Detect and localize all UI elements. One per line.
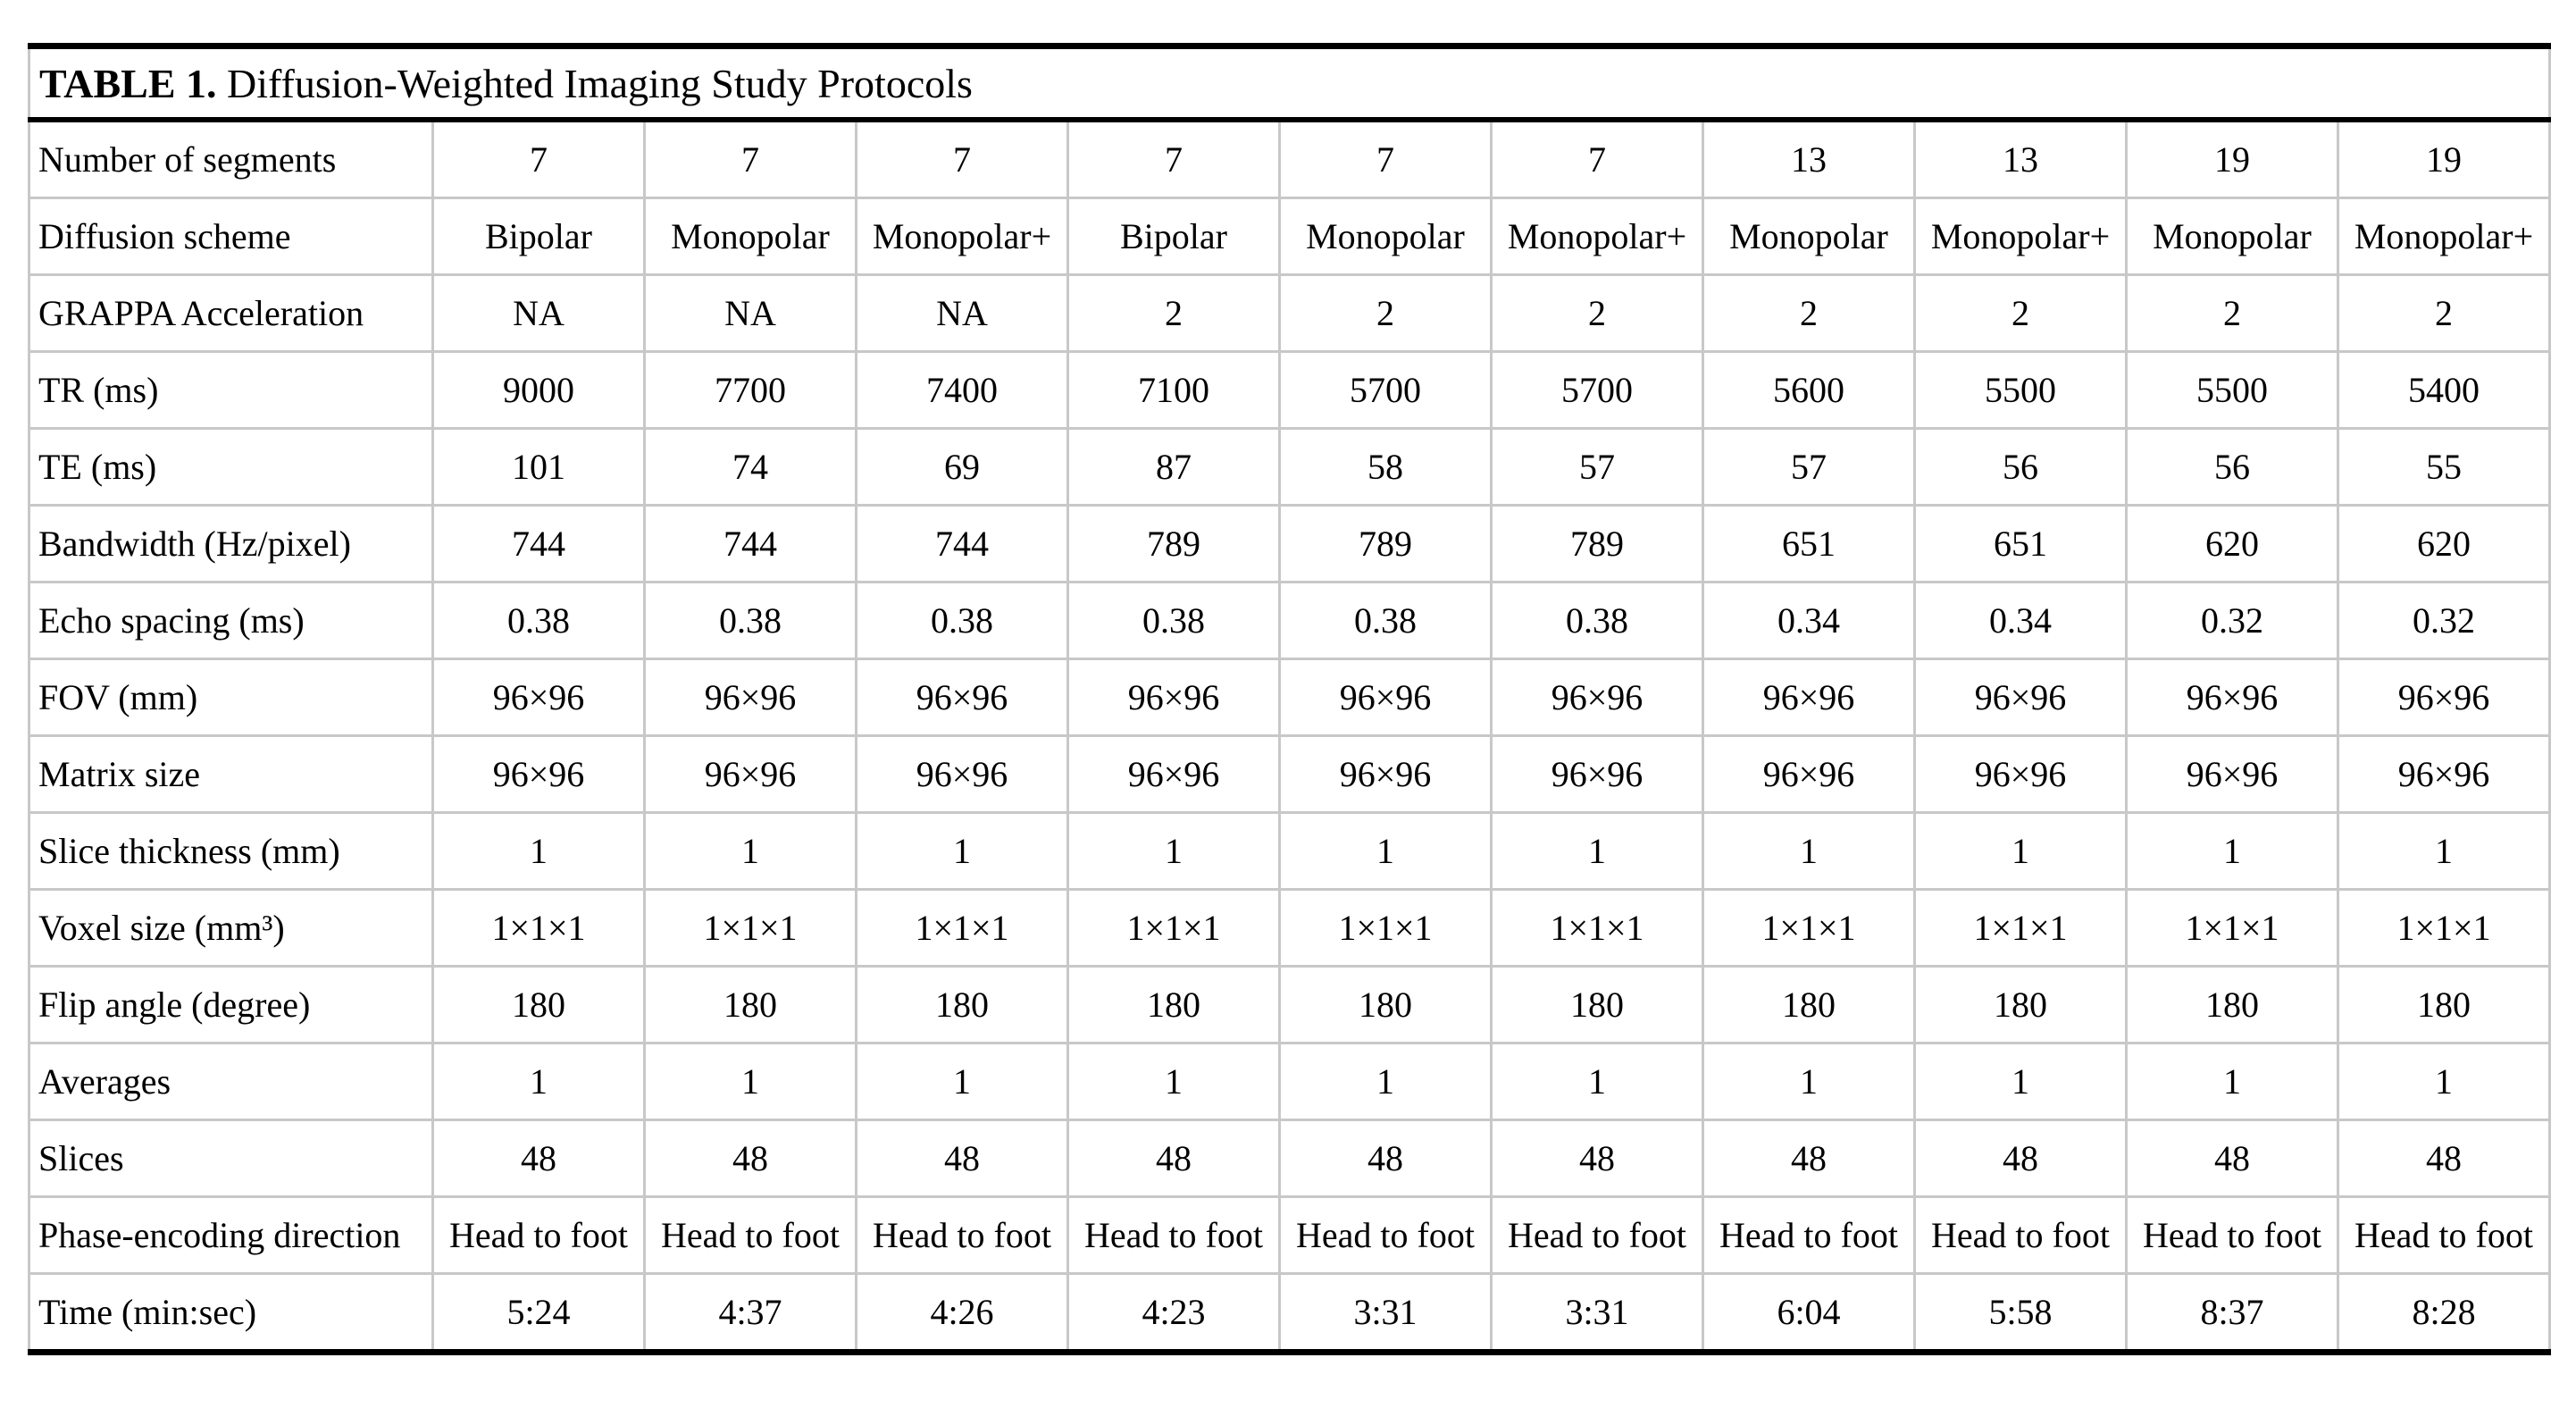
cell-value: Monopolar+: [2338, 198, 2550, 275]
cell-value: 1: [1068, 1043, 1280, 1120]
cell-value: 2: [1492, 275, 1703, 352]
table-row: [29, 967, 2550, 1043]
table-row: [29, 352, 2550, 429]
cell-value: 48: [1068, 1120, 1280, 1197]
cell-value: 19: [2127, 120, 2338, 198]
cell-value: Bipolar: [433, 198, 645, 275]
cell-value: 96×96: [433, 736, 645, 813]
cell-value: 1×1×1: [2127, 890, 2338, 967]
cell-value: Monopolar: [645, 198, 857, 275]
row-label: Slices: [29, 1120, 433, 1197]
cell-value: 48: [433, 1120, 645, 1197]
cell-value: 96×96: [857, 736, 1068, 813]
cell-value: 96×96: [1492, 659, 1703, 736]
cell-value: 620: [2127, 506, 2338, 582]
cell-value: 789: [1492, 506, 1703, 582]
row-label: Diffusion scheme: [29, 198, 433, 275]
cell-value: 789: [1068, 506, 1280, 582]
cell-value: 8:28: [2338, 1274, 2550, 1353]
cell-value: 1×1×1: [2338, 890, 2550, 967]
cell-value: 96×96: [2338, 659, 2550, 736]
protocol-table: [28, 43, 2551, 1355]
row-label: Phase-encoding direction: [29, 1197, 433, 1274]
row-label: Bandwidth (Hz/pixel): [29, 506, 433, 582]
cell-value: 48: [1280, 1120, 1492, 1197]
cell-value: 7: [1280, 120, 1492, 198]
cell-value: 1: [1703, 1043, 1915, 1120]
cell-value: 13: [1915, 120, 2127, 198]
table-title-number: TABLE 1.: [39, 60, 217, 106]
cell-value: 180: [1915, 967, 2127, 1043]
cell-value: 1×1×1: [1280, 890, 1492, 967]
cell-value: 2: [2127, 275, 2338, 352]
table-row: [29, 506, 2550, 582]
cell-value: 4:23: [1068, 1274, 1280, 1353]
table-title-text: Diffusion-Weighted Imaging Study Protocols: [216, 60, 973, 106]
cell-value: Head to foot: [645, 1197, 857, 1274]
cell-value: 69: [857, 429, 1068, 506]
cell-value: 5400: [2338, 352, 2550, 429]
cell-value: 57: [1492, 429, 1703, 506]
cell-value: 48: [857, 1120, 1068, 1197]
cell-value: 7100: [1068, 352, 1280, 429]
cell-value: Monopolar+: [1492, 198, 1703, 275]
cell-value: Head to foot: [2338, 1197, 2550, 1274]
cell-value: 744: [433, 506, 645, 582]
cell-value: Monopolar+: [1915, 198, 2127, 275]
cell-value: 96×96: [1068, 659, 1280, 736]
cell-value: 1: [2338, 1043, 2550, 1120]
cell-value: 2: [1280, 275, 1492, 352]
cell-value: 101: [433, 429, 645, 506]
cell-value: 1: [1915, 1043, 2127, 1120]
cell-value: 0.34: [1915, 582, 2127, 659]
table-row: [29, 736, 2550, 813]
cell-value: Head to foot: [1703, 1197, 1915, 1274]
cell-value: 2: [1703, 275, 1915, 352]
cell-value: 6:04: [1703, 1274, 1915, 1353]
cell-value: 180: [1068, 967, 1280, 1043]
cell-value: 96×96: [1492, 736, 1703, 813]
cell-value: NA: [857, 275, 1068, 352]
cell-value: Head to foot: [2127, 1197, 2338, 1274]
cell-value: 2: [2338, 275, 2550, 352]
cell-value: 48: [1492, 1120, 1703, 1197]
row-label: Averages: [29, 1043, 433, 1120]
cell-value: 0.32: [2127, 582, 2338, 659]
row-label: Voxel size (mm³): [29, 890, 433, 967]
table-row: [29, 1120, 2550, 1197]
cell-value: 1×1×1: [645, 890, 857, 967]
cell-value: 96×96: [1280, 659, 1492, 736]
cell-value: 744: [645, 506, 857, 582]
table-title-row: [29, 46, 2550, 121]
cell-value: 1: [1280, 1043, 1492, 1120]
cell-value: 180: [1703, 967, 1915, 1043]
cell-value: 96×96: [645, 659, 857, 736]
cell-value: 96×96: [1068, 736, 1280, 813]
cell-value: 13: [1703, 120, 1915, 198]
table-row: [29, 275, 2550, 352]
cell-value: 1: [2127, 813, 2338, 890]
row-label: Number of segments: [29, 120, 433, 198]
table-row: [29, 429, 2550, 506]
cell-value: 9000: [433, 352, 645, 429]
cell-value: 1: [433, 813, 645, 890]
cell-value: 180: [1492, 967, 1703, 1043]
cell-value: 5500: [1915, 352, 2127, 429]
cell-value: 1: [2127, 1043, 2338, 1120]
cell-value: Head to foot: [1068, 1197, 1280, 1274]
row-label: Time (min:sec): [29, 1274, 433, 1353]
cell-value: 8:37: [2127, 1274, 2338, 1353]
cell-value: 96×96: [2127, 736, 2338, 813]
cell-value: Head to foot: [1280, 1197, 1492, 1274]
cell-value: 0.38: [1492, 582, 1703, 659]
cell-value: 1×1×1: [1492, 890, 1703, 967]
cell-value: 5500: [2127, 352, 2338, 429]
row-label: Flip angle (degree): [29, 967, 433, 1043]
cell-value: 1: [857, 1043, 1068, 1120]
cell-value: 744: [857, 506, 1068, 582]
cell-value: Head to foot: [433, 1197, 645, 1274]
cell-value: 56: [2127, 429, 2338, 506]
cell-value: 7: [433, 120, 645, 198]
cell-value: Monopolar: [2127, 198, 2338, 275]
cell-value: Head to foot: [1915, 1197, 2127, 1274]
table-row: [29, 582, 2550, 659]
cell-value: 4:26: [857, 1274, 1068, 1353]
cell-value: 180: [1280, 967, 1492, 1043]
cell-value: 55: [2338, 429, 2550, 506]
table-row: [29, 120, 2550, 198]
cell-value: Monopolar: [1703, 198, 1915, 275]
cell-value: 1: [645, 813, 857, 890]
cell-value: 180: [433, 967, 645, 1043]
cell-value: 1: [857, 813, 1068, 890]
row-label: TR (ms): [29, 352, 433, 429]
cell-value: 180: [2127, 967, 2338, 1043]
cell-value: 1×1×1: [857, 890, 1068, 967]
cell-value: 0.38: [433, 582, 645, 659]
row-label: TE (ms): [29, 429, 433, 506]
cell-value: 96×96: [1703, 659, 1915, 736]
cell-value: 48: [2127, 1120, 2338, 1197]
cell-value: 96×96: [2127, 659, 2338, 736]
cell-value: Head to foot: [1492, 1197, 1703, 1274]
cell-value: 96×96: [2338, 736, 2550, 813]
cell-value: 4:37: [645, 1274, 857, 1353]
row-label: GRAPPA Acceleration: [29, 275, 433, 352]
row-label: Slice thickness (mm): [29, 813, 433, 890]
cell-value: 1×1×1: [1068, 890, 1280, 967]
cell-value: 96×96: [1915, 659, 2127, 736]
cell-value: 1: [1280, 813, 1492, 890]
cell-value: 74: [645, 429, 857, 506]
table-row: [29, 198, 2550, 275]
cell-value: 180: [645, 967, 857, 1043]
cell-value: 7700: [645, 352, 857, 429]
cell-value: 5600: [1703, 352, 1915, 429]
cell-value: 1: [1492, 813, 1703, 890]
cell-value: 789: [1280, 506, 1492, 582]
cell-value: 1: [433, 1043, 645, 1120]
cell-value: 5:58: [1915, 1274, 2127, 1353]
cell-value: 0.32: [2338, 582, 2550, 659]
cell-value: 19: [2338, 120, 2550, 198]
cell-value: 48: [1703, 1120, 1915, 1197]
cell-value: 3:31: [1280, 1274, 1492, 1353]
cell-value: NA: [645, 275, 857, 352]
cell-value: 7: [1492, 120, 1703, 198]
cell-value: Monopolar: [1280, 198, 1492, 275]
cell-value: 7: [645, 120, 857, 198]
cell-value: 87: [1068, 429, 1280, 506]
row-label: FOV (mm): [29, 659, 433, 736]
cell-value: 1×1×1: [1915, 890, 2127, 967]
cell-value: 96×96: [1280, 736, 1492, 813]
table-row: [29, 813, 2550, 890]
cell-value: 96×96: [433, 659, 645, 736]
cell-value: Bipolar: [1068, 198, 1280, 275]
cell-value: 48: [1915, 1120, 2127, 1197]
cell-value: 1: [1915, 813, 2127, 890]
table-row: [29, 1274, 2550, 1353]
cell-value: 0.38: [857, 582, 1068, 659]
cell-value: 96×96: [1703, 736, 1915, 813]
cell-value: 48: [645, 1120, 857, 1197]
cell-value: Head to foot: [857, 1197, 1068, 1274]
cell-value: Monopolar+: [857, 198, 1068, 275]
table-row: [29, 1043, 2550, 1120]
cell-value: 1: [1492, 1043, 1703, 1120]
cell-value: 0.38: [645, 582, 857, 659]
cell-value: 96×96: [857, 659, 1068, 736]
cell-value: 0.38: [1068, 582, 1280, 659]
table-title: [29, 46, 2550, 121]
cell-value: 0.38: [1280, 582, 1492, 659]
cell-value: 1×1×1: [433, 890, 645, 967]
table-row: [29, 1197, 2550, 1274]
row-label: Matrix size: [29, 736, 433, 813]
cell-value: 5:24: [433, 1274, 645, 1353]
table-row: [29, 659, 2550, 736]
cell-value: 1: [1703, 813, 1915, 890]
cell-value: 96×96: [645, 736, 857, 813]
cell-value: 96×96: [1915, 736, 2127, 813]
cell-value: 48: [2338, 1120, 2550, 1197]
cell-value: 1×1×1: [1703, 890, 1915, 967]
cell-value: 7: [857, 120, 1068, 198]
cell-value: 56: [1915, 429, 2127, 506]
cell-value: 620: [2338, 506, 2550, 582]
cell-value: NA: [433, 275, 645, 352]
cell-value: 1: [1068, 813, 1280, 890]
cell-value: 0.34: [1703, 582, 1915, 659]
cell-value: 180: [857, 967, 1068, 1043]
cell-value: 7: [1068, 120, 1280, 198]
table-row: [29, 890, 2550, 967]
cell-value: 2: [1915, 275, 2127, 352]
cell-value: 180: [2338, 967, 2550, 1043]
row-label: Echo spacing (ms): [29, 582, 433, 659]
cell-value: 58: [1280, 429, 1492, 506]
cell-value: 7400: [857, 352, 1068, 429]
cell-value: 651: [1915, 506, 2127, 582]
cell-value: 5700: [1280, 352, 1492, 429]
cell-value: 1: [645, 1043, 857, 1120]
cell-value: 3:31: [1492, 1274, 1703, 1353]
cell-value: 57: [1703, 429, 1915, 506]
cell-value: 651: [1703, 506, 1915, 582]
cell-value: 5700: [1492, 352, 1703, 429]
cell-value: 1: [2338, 813, 2550, 890]
cell-value: 2: [1068, 275, 1280, 352]
